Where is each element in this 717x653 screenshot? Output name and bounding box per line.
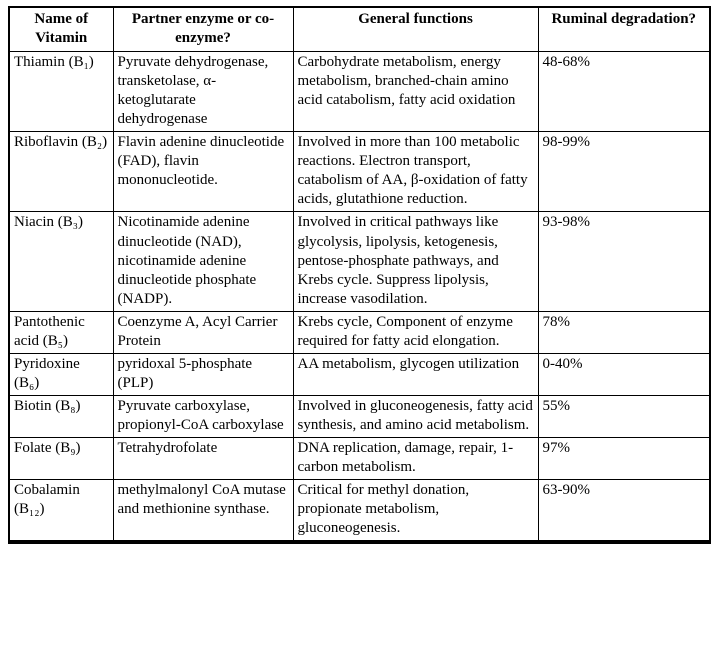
ruminal-degradation-cell: 55% [538, 395, 710, 437]
vitamin-name-cell: Pyridoxine (B₆) [9, 353, 113, 395]
partner-enzyme-cell: Coenzyme A, Acyl Carrier Protein [113, 311, 293, 353]
ruminal-degradation-cell: 97% [538, 437, 710, 479]
table-row [9, 437, 710, 479]
partner-enzyme-cell: Tetrahydrofolate [113, 437, 293, 479]
vitamin-name-cell: Riboflavin (B₂) [9, 132, 113, 212]
column-header-general-functions: General functions [293, 7, 538, 52]
vitamin-name-cell: Cobalamin (B₁₂) [9, 480, 113, 543]
vitamin-name-cell: Pantothenic acid (B₅) [9, 311, 113, 353]
general-functions-cell: Involved in more than 100 metabolic reactions. Electron transport, catabolism of AA, β-oxidation of fatty acids, glutathione reduction. [293, 132, 538, 212]
partner-enzyme-cell: Flavin adenine dinucleotide (FAD), flavin mononucleotide. [113, 132, 293, 212]
general-functions-cell: DNA replication, damage, repair, 1-carbon metabolism. [293, 437, 538, 479]
column-header-ruminal-degradation: Ruminal degradation? [538, 7, 710, 52]
general-functions-cell: Carbohydrate metabolism, energy metabolism, branched-chain amino acid catabolism, fatty acid oxidation [293, 52, 538, 132]
partner-enzyme-cell: pyridoxal 5-phosphate (PLP) [113, 353, 293, 395]
table-row [9, 395, 710, 437]
table-row [9, 212, 710, 311]
ruminal-degradation-cell: 93-98% [538, 212, 710, 311]
column-header-partner-enzyme: Partner enzyme or co-enzyme? [113, 7, 293, 52]
partner-enzyme-cell: Pyruvate dehydrogenase, transketolase, α-ketoglutarate dehydrogenase [113, 52, 293, 132]
vitamin-table [8, 6, 711, 544]
table-row [9, 311, 710, 353]
partner-enzyme-cell: Pyruvate carboxylase, propionyl-CoA carboxylase [113, 395, 293, 437]
ruminal-degradation-cell: 63-90% [538, 480, 710, 543]
table-header-row [9, 7, 710, 52]
table-row [9, 132, 710, 212]
table-body [9, 52, 710, 543]
general-functions-cell: Critical for methyl donation, propionate metabolism, gluconeogenesis. [293, 480, 538, 543]
vitamin-name-cell: Niacin (B₃) [9, 212, 113, 311]
partner-enzyme-cell: Nicotinamide adenine dinucleotide (NAD), nicotinamide adenine dinucleotide phosphate (NADP). [113, 212, 293, 311]
vitamin-name-cell: Thiamin (B₁) [9, 52, 113, 132]
ruminal-degradation-cell: 0-40% [538, 353, 710, 395]
ruminal-degradation-cell: 98-99% [538, 132, 710, 212]
general-functions-cell: Involved in critical pathways like glycolysis, lipolysis, ketogenesis, pentose-phosphate pathways, and Krebs cycle. Suppress lipolysis, increase vasodilation. [293, 212, 538, 311]
general-functions-cell: Involved in gluconeogenesis, fatty acid synthesis, and amino acid metabolism. [293, 395, 538, 437]
general-functions-cell: AA metabolism, glycogen utilization [293, 353, 538, 395]
table-row [9, 480, 710, 543]
vitamin-name-cell: Folate (B₉) [9, 437, 113, 479]
general-functions-cell: Krebs cycle, Component of enzyme required for fatty acid elongation. [293, 311, 538, 353]
ruminal-degradation-cell: 48-68% [538, 52, 710, 132]
partner-enzyme-cell: methylmalonyl CoA mutase and methionine synthase. [113, 480, 293, 543]
ruminal-degradation-cell: 78% [538, 311, 710, 353]
table-row [9, 52, 710, 132]
vitamin-name-cell: Biotin (B₈) [9, 395, 113, 437]
column-header-vitamin-name: Name of Vitamin [9, 7, 113, 52]
table-row [9, 353, 710, 395]
